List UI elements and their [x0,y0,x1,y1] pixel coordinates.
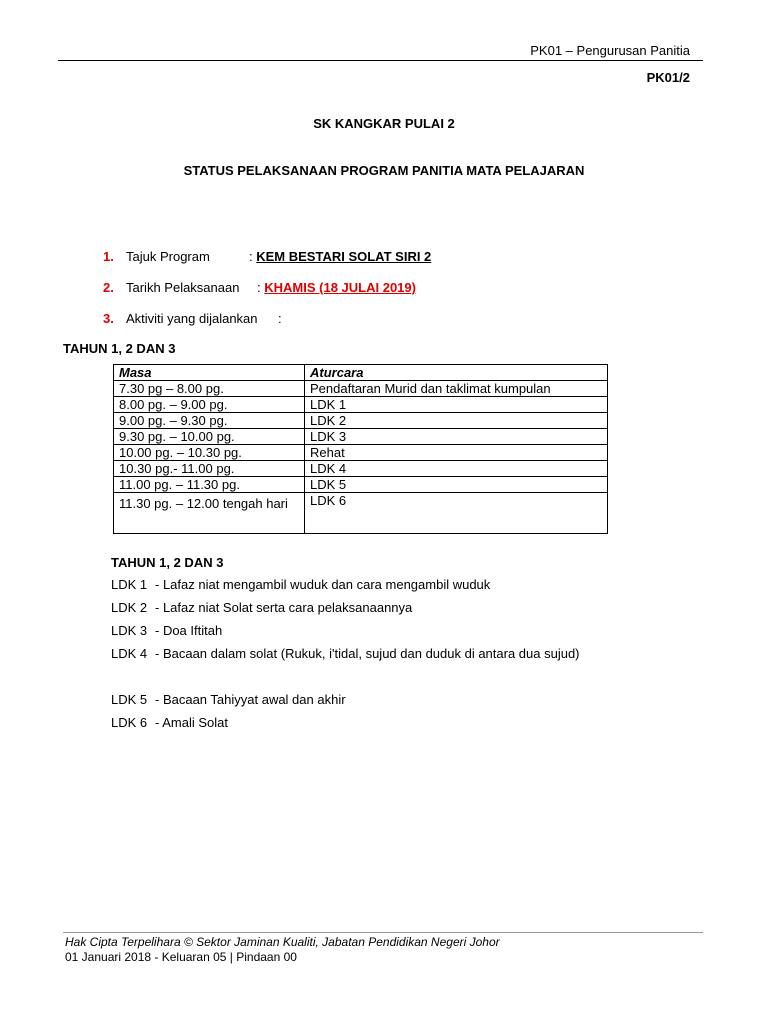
activities-item [103,311,282,326]
header-document-reference: PK01 – Pengurusan Panitia [530,43,690,58]
activity-cell: LDK 2 [305,413,608,429]
activity-cell: LDK 5 [305,477,608,493]
table-row [114,477,608,493]
time-cell: 9.30 pg. – 10.00 pg. [114,429,305,445]
ldk-description: - Lafaz niat Solat serta cara pelaksanaannya [155,600,413,615]
ldk-list-item [111,623,222,638]
ldk-code: LDK 1 [111,577,148,592]
activity-cell: Rehat [305,445,608,461]
item-label: Tajuk Program [126,249,210,264]
ldk-code: LDK 3 [111,623,148,638]
time-cell: 11.30 pg. – 12.00 tengah hari [114,493,305,534]
time-cell: 11.00 pg. – 11.30 pg. [114,477,305,493]
table-row [114,429,608,445]
ldk-section-title: TAHUN 1, 2 DAN 3 [111,555,224,570]
activity-cell: LDK 3 [305,429,608,445]
time-cell: 7.30 pg – 8.00 pg. [114,381,305,397]
document-title: STATUS PELAKSANAAN PROGRAM PANITIA MATA PELAJARAN [183,163,585,178]
activity-cell: LDK 4 [305,461,608,477]
time-cell: 10.00 pg. – 10.30 pg. [114,445,305,461]
time-cell: 8.00 pg. – 9.00 pg. [114,397,305,413]
ldk-code: LDK 4 [111,646,148,661]
table-row [114,461,608,477]
item-label: Tarikh Pelaksanaan [126,280,240,295]
ldk-list-item [111,646,580,661]
ldk-description: - Bacaan Tahiyyat awal dan akhir [155,692,346,707]
activity-cell: Pendaftaran Murid dan taklimat kumpulan [305,381,608,397]
item-separator: : [249,249,253,264]
activity-cell: LDK 1 [305,397,608,413]
implementation-date-value: KHAMIS (18 JULAI 2019) [264,280,416,295]
table-row [114,493,608,534]
item-label: Aktiviti yang dijalankan [126,311,258,326]
ldk-description: - Doa Iftitah [155,623,223,638]
program-title-item [103,249,431,264]
item-number: 3. [103,311,114,326]
form-code: PK01/2 [646,70,690,85]
table-header-row [114,365,608,381]
column-header-aturcara: Aturcara [305,365,608,381]
ldk-code: LDK 6 [111,715,148,730]
item-separator: : [257,280,261,295]
footer-release-info: 01 Januari 2018 - Keluaran 05 | Pindaan 00 [65,950,297,964]
ldk-list-item [111,692,346,707]
implementation-date-item [103,280,416,295]
ldk-description: - Bacaan dalam solat (Rukuk, i'tidal, sujud dan duduk di antara dua sujud) [155,646,580,661]
footer-copyright: Hak Cipta Terpelihara © Sektor Jaminan Kualiti, Jabatan Pendidikan Negeri Johor [65,935,500,949]
table-row [114,445,608,461]
time-cell: 9.00 pg. – 9.30 pg. [114,413,305,429]
schedule-table [113,364,608,534]
section-title: TAHUN 1, 2 DAN 3 [63,341,176,356]
item-number: 1. [103,249,114,264]
ldk-description: - Amali Solat [155,715,228,730]
item-number: 2. [103,280,114,295]
table-row [114,381,608,397]
activity-cell: LDK 6 [305,493,608,534]
program-title-value: KEM BESTARI SOLAT SIRI 2 [256,249,432,264]
ldk-description: - Lafaz niat mengambil wuduk dan cara mengambil wuduk [155,577,491,592]
header-divider [58,60,703,61]
ldk-code: LDK 5 [111,692,148,707]
ldk-list-item [111,577,490,592]
table-row [114,413,608,429]
footer-divider [63,932,703,933]
ldk-list-item [111,600,412,615]
item-separator: : [278,311,282,326]
ldk-list-item [111,715,228,730]
time-cell: 10.30 pg.- 11.00 pg. [114,461,305,477]
table-row [114,397,608,413]
ldk-code: LDK 2 [111,600,148,615]
column-header-masa: Masa [114,365,305,381]
school-name: SK KANGKAR PULAI 2 [313,116,455,131]
